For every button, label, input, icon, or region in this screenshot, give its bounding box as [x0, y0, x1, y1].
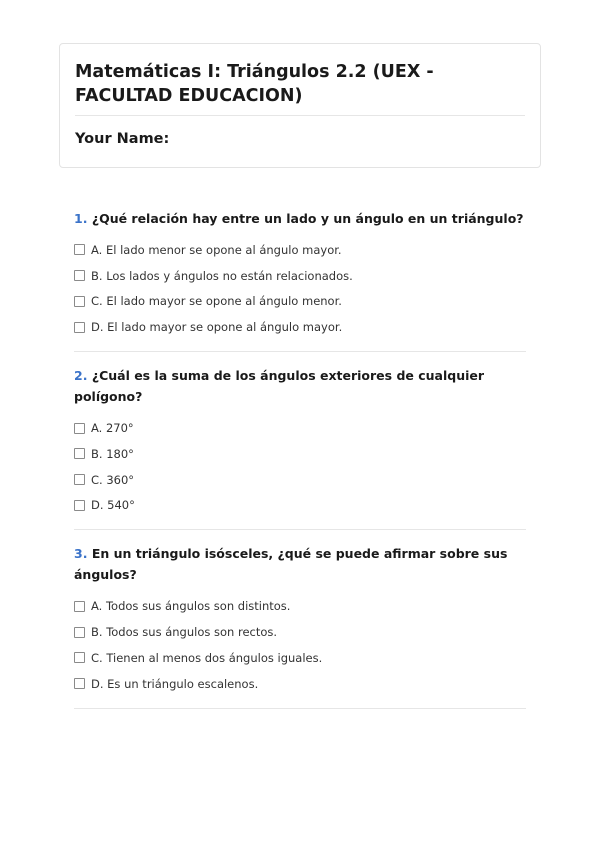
option-c[interactable] [74, 467, 526, 493]
quiz-title: Matemáticas I: Triángulos 2.2 (UEX - FACULTAD EDUCACION) [75, 62, 434, 106]
question-number: 3. [74, 546, 88, 562]
option-label: C. 360° [91, 472, 135, 487]
quiz-header-card [59, 43, 541, 168]
empty-checkbox-icon[interactable] [74, 601, 85, 612]
option-d[interactable] [74, 671, 526, 697]
empty-checkbox-icon[interactable] [74, 474, 85, 485]
option-label: C. El lado mayor se opone al ángulo menor. [91, 294, 342, 309]
option-label: A. El lado menor se opone al ángulo mayor. [91, 242, 342, 257]
empty-checkbox-icon[interactable] [74, 500, 85, 511]
empty-checkbox-icon[interactable] [74, 678, 85, 689]
option-a[interactable] [74, 415, 526, 441]
question-text [74, 208, 526, 229]
name-label: Your Name: [75, 131, 170, 147]
question-2 [74, 365, 526, 530]
option-label: B. Los lados y ángulos no están relacionados. [91, 268, 353, 283]
header-divider [75, 115, 525, 116]
empty-checkbox-icon[interactable] [74, 627, 85, 638]
question-prompt: ¿Cuál es la suma de los ángulos exteriores de cualquier polígono? [74, 368, 485, 405]
question-prompt: ¿Qué relación hay entre un lado y un ángulo en un triángulo? [91, 211, 524, 226]
option-label: A. Todos sus ángulos son distintos. [91, 599, 291, 614]
question-text [74, 543, 526, 585]
option-label: D. El lado mayor se opone al ángulo mayor. [91, 320, 343, 335]
option-c[interactable] [74, 645, 526, 671]
question-text [74, 365, 526, 407]
option-d[interactable] [74, 493, 526, 519]
option-label: C. Tienen al menos dos ángulos iguales. [91, 650, 323, 665]
question-number: 1. [74, 211, 88, 226]
option-a[interactable] [74, 237, 526, 263]
question-3 [74, 543, 526, 708]
option-label: D. Es un triángulo escalenos. [91, 676, 259, 691]
empty-checkbox-icon[interactable] [74, 244, 85, 255]
option-b[interactable] [74, 441, 526, 467]
empty-checkbox-icon[interactable] [74, 296, 85, 307]
option-d[interactable] [74, 314, 526, 340]
question-1 [74, 208, 526, 352]
option-label: D. 540° [91, 498, 135, 513]
option-b[interactable] [74, 619, 526, 645]
option-b[interactable] [74, 263, 526, 289]
option-label: B. Todos sus ángulos son rectos. [91, 625, 278, 640]
empty-checkbox-icon[interactable] [74, 322, 85, 333]
question-list [74, 208, 526, 722]
question-number: 2. [74, 368, 88, 384]
empty-checkbox-icon[interactable] [74, 270, 85, 281]
option-a[interactable] [74, 593, 526, 619]
empty-checkbox-icon[interactable] [74, 448, 85, 459]
question-prompt: En un triángulo isósceles, ¿qué se puede afirmar sobre sus ángulos? [74, 546, 508, 583]
option-c[interactable] [74, 289, 526, 315]
empty-checkbox-icon[interactable] [74, 652, 85, 663]
option-label: B. 180° [91, 446, 134, 461]
empty-checkbox-icon[interactable] [74, 423, 85, 434]
option-label: A. 270° [91, 421, 134, 436]
